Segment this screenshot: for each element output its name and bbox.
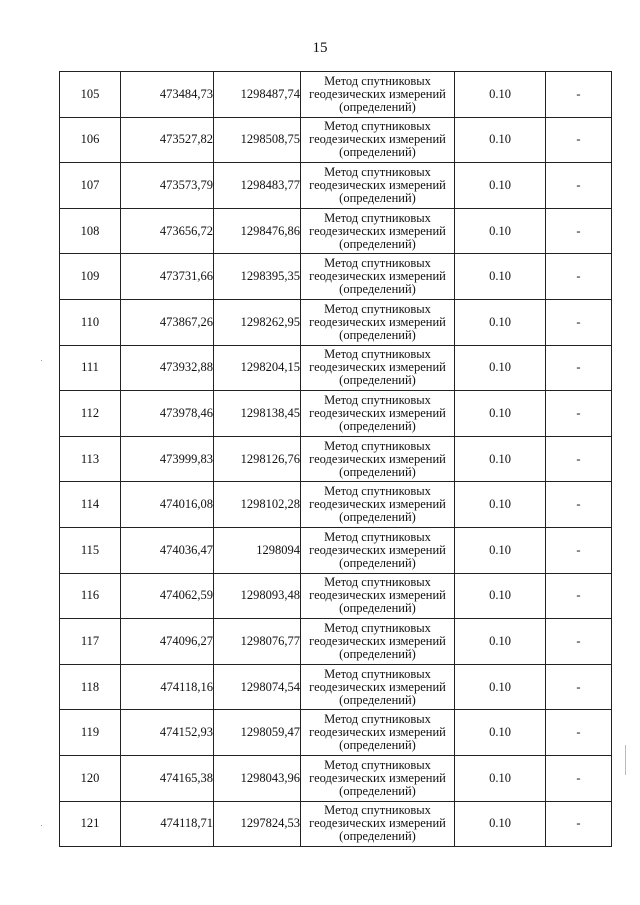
method-line: Метод спутниковых [324, 301, 431, 316]
scan-edge-mark [625, 745, 626, 775]
extra-cell: - [546, 391, 612, 437]
method-cell [301, 163, 455, 209]
scan-speck [41, 360, 42, 361]
coordinate-y-cell: 1298395,35 [214, 254, 301, 300]
table-row [60, 664, 612, 710]
method-line: (определений) [339, 738, 416, 753]
accuracy-cell: 0.10 [455, 345, 546, 391]
accuracy-cell: 0.10 [455, 573, 546, 619]
coordinate-y-cell: 1298094 [214, 527, 301, 573]
table-row [60, 208, 612, 254]
method-line: геодезических измерений [309, 314, 446, 329]
coordinate-y-cell: 1298204,15 [214, 345, 301, 391]
method-line: Метод спутниковых [324, 438, 431, 453]
method-line: геодезических измерений [309, 269, 446, 284]
table-row [60, 117, 612, 163]
extra-cell: - [546, 573, 612, 619]
extra-cell: - [546, 436, 612, 482]
method-cell [301, 117, 455, 163]
point-number-cell: 112 [60, 391, 121, 437]
table-row [60, 710, 612, 756]
coordinate-x-cell: 473999,83 [121, 436, 214, 482]
extra-cell: - [546, 254, 612, 300]
point-number-cell: 118 [60, 664, 121, 710]
method-line: Метод спутниковых [324, 73, 431, 88]
coordinate-y-cell: 1298138,45 [214, 391, 301, 437]
method-line: Метод спутниковых [324, 210, 431, 225]
coordinate-y-cell: 1298059,47 [214, 710, 301, 756]
coordinate-x-cell: 474016,08 [121, 482, 214, 528]
extra-cell: - [546, 117, 612, 163]
accuracy-cell: 0.10 [455, 482, 546, 528]
method-line: геодезических измерений [309, 405, 446, 420]
coordinate-x-cell: 474165,38 [121, 755, 214, 801]
coordinate-y-cell: 1297824,53 [214, 801, 301, 847]
coordinate-x-cell: 473656,72 [121, 208, 214, 254]
method-line: геодезических измерений [309, 223, 446, 238]
coordinate-y-cell: 1298487,74 [214, 72, 301, 118]
coordinates-table-body [60, 72, 612, 847]
table-row [60, 801, 612, 847]
coordinate-y-cell: 1298102,28 [214, 482, 301, 528]
method-cell [301, 664, 455, 710]
point-number-cell: 121 [60, 801, 121, 847]
coordinate-y-cell: 1298074,54 [214, 664, 301, 710]
coordinates-table [59, 71, 612, 847]
coordinate-x-cell: 473978,46 [121, 391, 214, 437]
method-line: Метод спутниковых [324, 803, 431, 818]
accuracy-cell: 0.10 [455, 72, 546, 118]
method-line: геодезических измерений [309, 86, 446, 101]
accuracy-cell: 0.10 [455, 527, 546, 573]
method-line: (определений) [339, 829, 416, 844]
method-cell [301, 619, 455, 665]
extra-cell: - [546, 619, 612, 665]
accuracy-cell: 0.10 [455, 117, 546, 163]
extra-cell: - [546, 527, 612, 573]
extra-cell: - [546, 801, 612, 847]
method-line: геодезических измерений [309, 542, 446, 557]
method-line: Метод спутниковых [324, 484, 431, 499]
point-number-cell: 113 [60, 436, 121, 482]
method-line: Метод спутниковых [324, 256, 431, 271]
method-line: Метод спутниковых [324, 757, 431, 772]
method-line: (определений) [339, 327, 416, 342]
coordinate-x-cell: 473484,73 [121, 72, 214, 118]
method-cell [301, 299, 455, 345]
method-cell [301, 208, 455, 254]
method-cell [301, 755, 455, 801]
method-line: геодезических измерений [309, 816, 446, 831]
method-cell [301, 482, 455, 528]
accuracy-cell: 0.10 [455, 299, 546, 345]
method-line: геодезических измерений [309, 451, 446, 466]
coordinate-y-cell: 1298076,77 [214, 619, 301, 665]
point-number-cell: 108 [60, 208, 121, 254]
method-line: Метод спутниковых [324, 620, 431, 635]
point-number-cell: 120 [60, 755, 121, 801]
method-line: геодезических измерений [309, 679, 446, 694]
accuracy-cell: 0.10 [455, 208, 546, 254]
table-row [60, 527, 612, 573]
coordinate-x-cell: 474118,16 [121, 664, 214, 710]
method-line: Метод спутниковых [324, 392, 431, 407]
point-number-cell: 115 [60, 527, 121, 573]
table-row [60, 619, 612, 665]
coordinate-x-cell: 473867,26 [121, 299, 214, 345]
point-number-cell: 111 [60, 345, 121, 391]
method-line: геодезических измерений [309, 588, 446, 603]
point-number-cell: 119 [60, 710, 121, 756]
method-cell [301, 391, 455, 437]
method-line: Метод спутниковых [324, 666, 431, 681]
method-line: Метод спутниковых [324, 712, 431, 727]
scan-speck [41, 825, 42, 826]
coordinate-x-cell: 473932,88 [121, 345, 214, 391]
method-line: (определений) [339, 464, 416, 479]
coordinate-y-cell: 1298508,75 [214, 117, 301, 163]
coordinate-y-cell: 1298043,96 [214, 755, 301, 801]
extra-cell: - [546, 710, 612, 756]
extra-cell: - [546, 208, 612, 254]
method-line: геодезических измерений [309, 177, 446, 192]
coordinate-x-cell: 474152,93 [121, 710, 214, 756]
table-row [60, 163, 612, 209]
accuracy-cell: 0.10 [455, 254, 546, 300]
table-row [60, 755, 612, 801]
point-number-cell: 117 [60, 619, 121, 665]
table-row [60, 436, 612, 482]
method-line: (определений) [339, 373, 416, 388]
point-number-cell: 107 [60, 163, 121, 209]
method-line: Метод спутниковых [324, 575, 431, 590]
method-line: (определений) [339, 418, 416, 433]
coordinate-y-cell: 1298093,48 [214, 573, 301, 619]
accuracy-cell: 0.10 [455, 664, 546, 710]
extra-cell: - [546, 664, 612, 710]
method-line: (определений) [339, 601, 416, 616]
method-cell [301, 710, 455, 756]
method-line: геодезических измерений [309, 725, 446, 740]
method-line: (определений) [339, 692, 416, 707]
coordinate-y-cell: 1298483,77 [214, 163, 301, 209]
table-row [60, 391, 612, 437]
accuracy-cell: 0.10 [455, 391, 546, 437]
point-number-cell: 110 [60, 299, 121, 345]
accuracy-cell: 0.10 [455, 436, 546, 482]
accuracy-cell: 0.10 [455, 619, 546, 665]
method-cell [301, 254, 455, 300]
coordinate-x-cell: 473731,66 [121, 254, 214, 300]
method-line: (определений) [339, 99, 416, 114]
coordinate-x-cell: 474036,47 [121, 527, 214, 573]
extra-cell: - [546, 482, 612, 528]
method-line: (определений) [339, 783, 416, 798]
extra-cell: - [546, 345, 612, 391]
method-line: (определений) [339, 236, 416, 251]
coordinate-x-cell: 474096,27 [121, 619, 214, 665]
method-line: (определений) [339, 510, 416, 525]
table-row [60, 345, 612, 391]
coordinate-y-cell: 1298262,95 [214, 299, 301, 345]
method-line: геодезических измерений [309, 497, 446, 512]
table-row [60, 299, 612, 345]
method-line: (определений) [339, 555, 416, 570]
table-row [60, 254, 612, 300]
method-line: геодезических измерений [309, 770, 446, 785]
point-number-cell: 109 [60, 254, 121, 300]
method-line: Метод спутниковых [324, 119, 431, 134]
method-line: (определений) [339, 145, 416, 160]
accuracy-cell: 0.10 [455, 755, 546, 801]
extra-cell: - [546, 163, 612, 209]
page-number: 15 [312, 40, 328, 56]
method-line: (определений) [339, 646, 416, 661]
method-line: геодезических измерений [309, 360, 446, 375]
point-number-cell: 114 [60, 482, 121, 528]
method-cell [301, 436, 455, 482]
table-row [60, 72, 612, 118]
coordinate-y-cell: 1298476,86 [214, 208, 301, 254]
method-line: (определений) [339, 190, 416, 205]
method-line: Метод спутниковых [324, 347, 431, 362]
coordinate-x-cell: 474118,71 [121, 801, 214, 847]
coordinate-x-cell: 473527,82 [121, 117, 214, 163]
coordinate-y-cell: 1298126,76 [214, 436, 301, 482]
method-cell [301, 72, 455, 118]
method-cell [301, 573, 455, 619]
method-cell [301, 527, 455, 573]
method-line: Метод спутниковых [324, 529, 431, 544]
point-number-cell: 105 [60, 72, 121, 118]
extra-cell: - [546, 755, 612, 801]
point-number-cell: 116 [60, 573, 121, 619]
method-line: геодезических измерений [309, 633, 446, 648]
extra-cell: - [546, 72, 612, 118]
accuracy-cell: 0.10 [455, 710, 546, 756]
table-row [60, 573, 612, 619]
coordinate-x-cell: 473573,79 [121, 163, 214, 209]
accuracy-cell: 0.10 [455, 163, 546, 209]
coordinate-x-cell: 474062,59 [121, 573, 214, 619]
method-cell [301, 801, 455, 847]
method-cell [301, 345, 455, 391]
accuracy-cell: 0.10 [455, 801, 546, 847]
method-line: (определений) [339, 282, 416, 297]
table-row [60, 482, 612, 528]
method-line: Метод спутниковых [324, 164, 431, 179]
method-line: геодезических измерений [309, 132, 446, 147]
extra-cell: - [546, 299, 612, 345]
point-number-cell: 106 [60, 117, 121, 163]
